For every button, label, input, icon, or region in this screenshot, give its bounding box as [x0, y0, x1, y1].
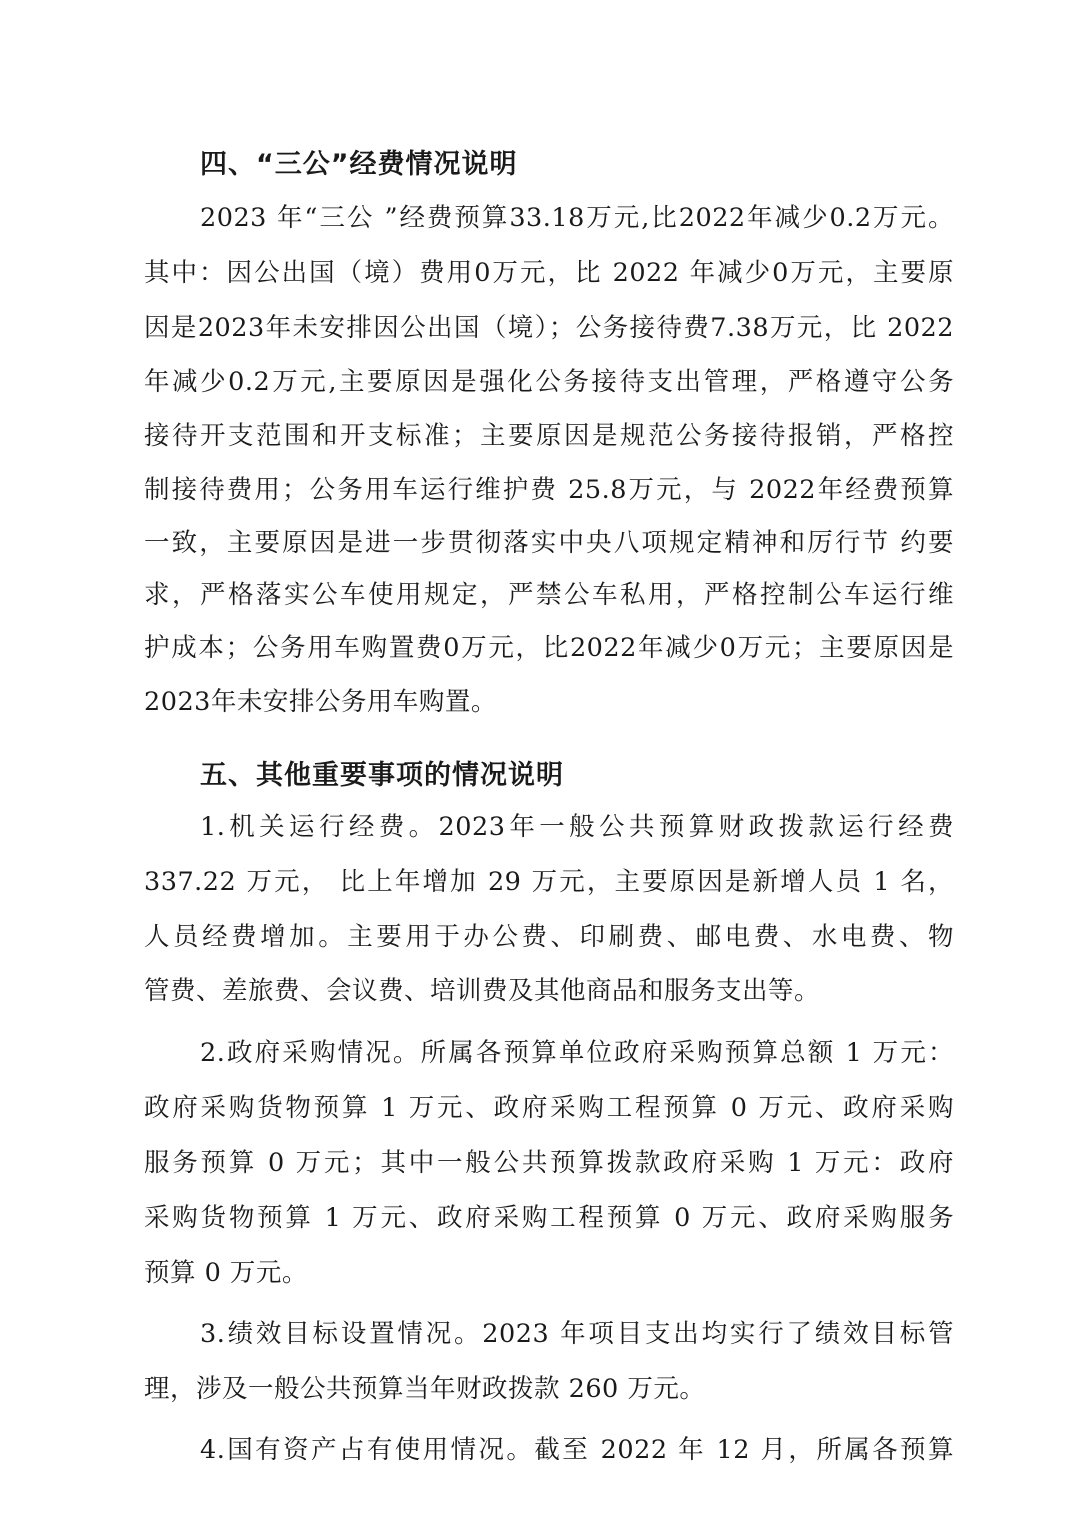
section-4-line-7: 一致，主要原因是进一步贯彻落实中央八项规定精神和厉行节 约要 [144, 528, 954, 558]
item-1-line-4: 管费、差旅费、会议费、培训费及其他商品和服务支出等。 [144, 976, 821, 1006]
item-2-line-3: 服务预算 0 万元；其中一般公共预算拨款政府采购 1 万元：政府 [144, 1148, 954, 1178]
section-5-heading: 五、其他重要事项的情况说明 [200, 760, 564, 791]
section-4-line-2: 其中：因公出国（境）费用0万元，比 2022 年减少0万元，主要原 [144, 258, 954, 288]
item-1-line-3: 人员经费增加。主要用于办公费、印刷费、邮电费、水电费、物 [144, 922, 954, 952]
section-4-heading: 四、“三公”经费情况说明 [200, 149, 518, 180]
item-2-line-5: 预算 0 万元。 [144, 1258, 308, 1288]
item-1-line-2: 337.22 万元， 比上年增加 29 万元，主要原因是新增人员 1 名， [144, 867, 954, 897]
item-2-line-2: 政府采购货物预算 1 万元、政府采购工程预算 0 万元、政府采购 [144, 1093, 954, 1123]
section-4-line-9: 护成本；公务用车购置费0万元，比2022年减少0万元；主要原因是 [144, 633, 954, 663]
item-3-line-1: 3.绩效目标设置情况。2023 年项目支出均实行了绩效目标管 [200, 1319, 954, 1349]
item-1-line-1: 1.机关运行经费。2023年一般公共预算财政拨款运行经费 [200, 812, 954, 842]
section-4-line-4: 年减少0.2万元,主要原因是强化公务接待支出管理，严格遵守公务 [144, 367, 954, 397]
section-4-line-5: 接待开支范围和开支标准；主要原因是规范公务接待报销，严格控 [144, 421, 954, 451]
item-4-line-1: 4.国有资产占有使用情况。截至 2022 年 12 月，所属各预算 [200, 1435, 954, 1465]
section-4-line-10: 2023年未安排公务用车购置。 [144, 687, 497, 717]
section-4-line-6: 制接待费用；公务用车运行维护费 25.8万元，与 2022年经费预算 [144, 475, 954, 505]
section-4-line-1: 2023 年“三公 ”经费预算33.18万元,比2022年减少0.2万元。 [200, 203, 954, 233]
section-4-line-8: 求，严格落实公车使用规定，严禁公车私用，严格控制公车运行维 [144, 580, 954, 610]
item-2-line-1: 2.政府采购情况。所属各预算单位政府采购预算总额 1 万元： [200, 1038, 954, 1068]
item-3-line-2: 理，涉及一般公共预算当年财政拨款 260 万元。 [144, 1374, 706, 1404]
section-4-line-3: 因是2023年未安排因公出国（境）；公务接待费7.38万元，比 2022 [144, 313, 954, 343]
item-2-line-4: 采购货物预算 1 万元、政府采购工程预算 0 万元、政府采购服务 [144, 1203, 954, 1233]
